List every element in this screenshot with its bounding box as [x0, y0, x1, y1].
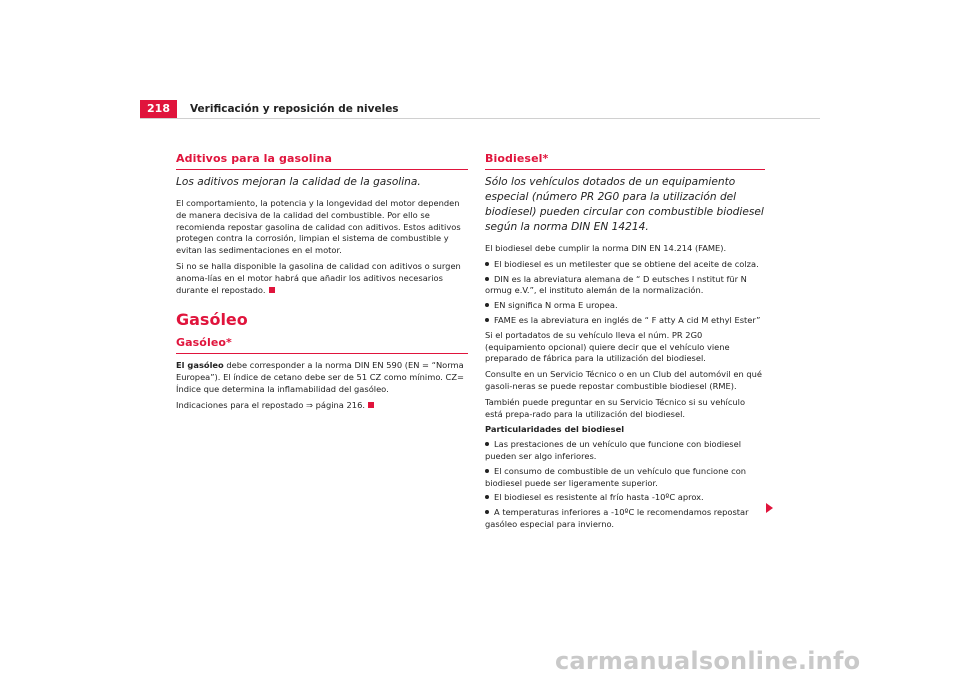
paragraph: El comportamiento, la potencia y la longevidad del motor dependen de manera decisiva de la calidad del combustible. Por ello se recomienda repostar gasolina de calidad con aditivos. Estos aditivos protegen contra la corrosión, limpian el sistema de combustible y evitan las sedimentaciones en el motor.	[176, 198, 461, 256]
list-item	[485, 315, 765, 327]
subheading: Particularidades del biodiesel	[485, 424, 625, 435]
watermark: carmanualsonline.info	[555, 647, 861, 675]
list-item	[485, 274, 765, 298]
list-item	[485, 492, 765, 504]
list-item-text: El biodiesel es resistente al frío hasta -10ºC aprox.	[494, 492, 704, 503]
list-item	[485, 259, 765, 271]
list-item	[485, 507, 765, 531]
paragraph	[176, 261, 468, 296]
bullet-icon	[485, 277, 489, 281]
list-item-text: EN significa N orma E uropea.	[494, 300, 618, 311]
section-lead-biodiesel: Sólo los vehículos dotados de un equipamiento especial (número PR 2G0 para la utilización del biodiesel) pueden circular con combustible biodiesel según la norma DIN EN 14214.	[485, 176, 764, 233]
page-number: 218	[147, 102, 170, 115]
page-header	[140, 100, 820, 118]
paragraph: También puede preguntar en su Servicio Técnico si su vehículo está prepa-rado para la utilización del biodiesel.	[485, 396, 746, 419]
list-item-text: Las prestaciones de un vehículo que funcione con biodiesel pueden ser algo inferiores.	[485, 439, 742, 461]
list-item	[485, 439, 765, 463]
chapter-title: Gasóleo	[176, 310, 248, 330]
end-of-section-icon	[368, 402, 374, 408]
section-lead-aditivos: Los aditivos mejoran la calidad de la gasolina.	[176, 176, 421, 188]
left-column	[176, 152, 468, 416]
right-column	[485, 152, 765, 534]
list-item-text: FAME es la abreviatura en inglés de “ F atty A cid M ethyl Ester”	[494, 314, 761, 325]
section-title-aditivos: Aditivos para la gasolina	[176, 152, 468, 170]
list-item	[485, 300, 765, 312]
paragraph: El biodiesel debe cumplir la norma DIN EN 14.214 (FAME).	[485, 243, 727, 253]
list-item-text: A temperaturas inferiores a -10ºC le recomendamos repostar gasóleo especial para invierno.	[485, 507, 749, 529]
next-page-arrow-icon[interactable]	[766, 503, 773, 513]
section-title-gasoleo: Gasóleo*	[176, 336, 468, 354]
list-item-text: El biodiesel es un metilester que se obtiene del aceite de colza.	[494, 258, 759, 269]
bullet-icon	[485, 262, 489, 266]
bullet-icon	[485, 318, 489, 322]
paragraph-text: debe corresponder a la norma DIN EN 590 (EN = “Norma Europea”). El índice de cetano debe ser de 51 CZ como mínimo. CZ= Índice que determina la inflamabilidad del gasóleo.	[176, 360, 464, 394]
list-item	[485, 466, 765, 490]
paragraph	[176, 400, 468, 412]
page-reference[interactable]: Indicaciones para el repostado ⇒ página 216.	[176, 399, 366, 410]
list-item-text: El consumo de combustible de un vehículo que funcione con biodiesel puede ser ligeramente superior.	[485, 465, 747, 488]
bullet-icon	[485, 442, 489, 446]
end-of-section-icon	[269, 287, 275, 293]
bullet-icon	[485, 510, 489, 514]
paragraph-text: Si no se halla disponible la gasolina de calidad con aditivos o surgen anoma-lías en el motor habrá que añadir los aditivos necesarios durante el repostado.	[176, 260, 461, 295]
paragraph: Consulte en un Servicio Técnico o en un Club del automóvil en qué gasoli-neras se puede repostar combustible biodiesel (RME).	[485, 369, 762, 391]
bullet-icon	[485, 469, 489, 473]
paragraph	[176, 360, 468, 395]
header-divider	[140, 118, 820, 119]
bold-term: El gasóleo	[176, 360, 224, 371]
bullet-icon	[485, 495, 489, 499]
section-title-biodiesel: Biodiesel*	[485, 152, 765, 170]
list-item-text: DIN es la abreviatura alemana de “ D eutsches I nstitut für N ormug e.V.”, el instituto alemán de la normalización.	[485, 273, 747, 296]
paragraph: Si el portadatos de su vehículo lleva el núm. PR 2G0 (equipamiento opcional) quiere decir que el vehículo viene preparado de fábrica para la utilización del biodiesel.	[485, 329, 730, 364]
bullet-icon	[485, 303, 489, 307]
page-title: Verificación y reposición de niveles	[190, 103, 399, 115]
